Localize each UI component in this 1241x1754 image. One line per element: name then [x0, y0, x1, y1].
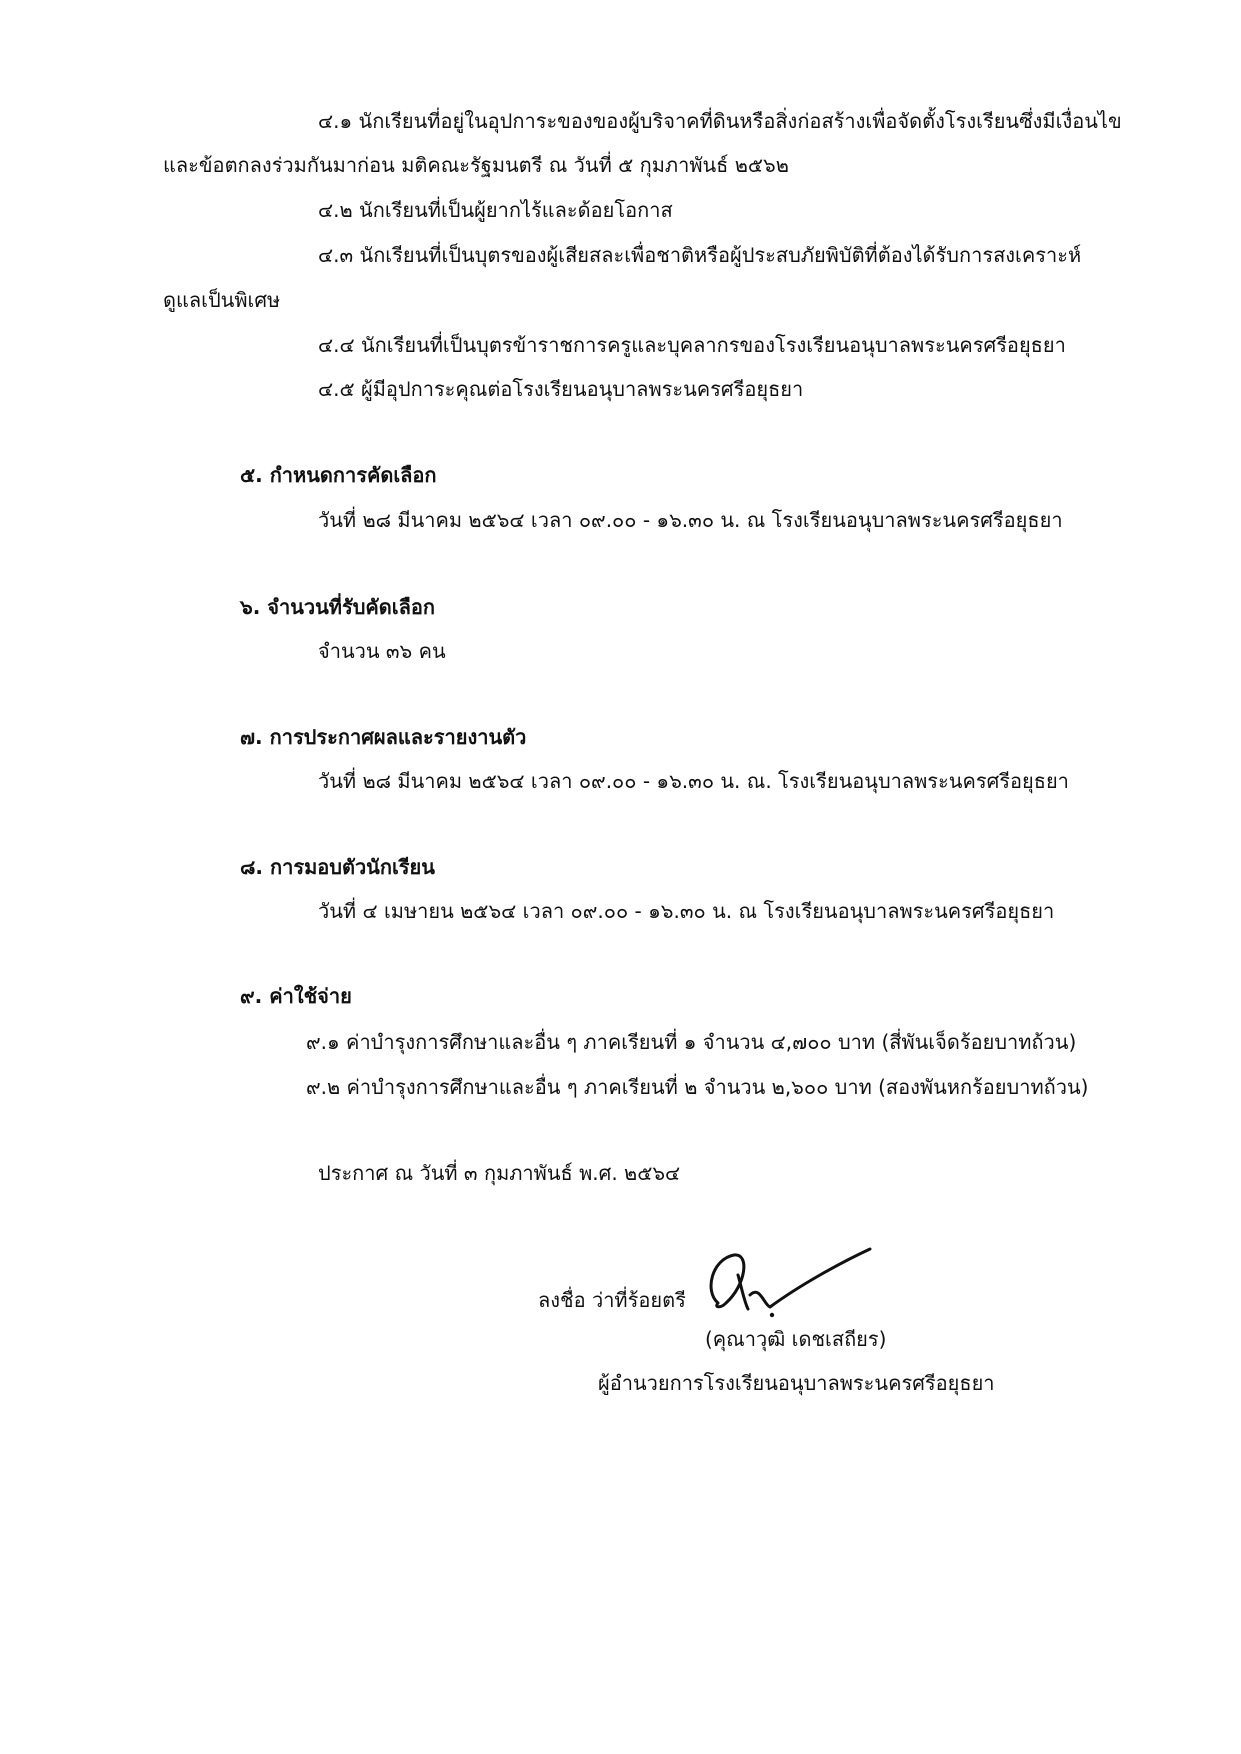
section-5-heading: ๕. กำหนดการคัดเลือก [240, 463, 437, 487]
section-8-heading: ๘. การมอบตัวนักเรียน [240, 855, 435, 879]
section-9-heading: ๙. ค่าใช้จ่าย [240, 984, 352, 1008]
section-5-text: วันที่ ๒๘ มีนาคม ๒๕๖๔ เวลา ๐๙.๐๐ - ๑๖.๓๐ น. ณ โรงเรียนอนุบาลพระนครศรีอยุธยา [318, 508, 1063, 532]
item-4-3-line1: ๔.๓ นักเรียนที่เป็นบุตรของผู้เสียสละเพื่อชาติหรือผู้ประสบภัยพิบัติที่ต้องได้รับการสงเคราะห์ [318, 243, 1082, 267]
signed-label: ลงชื่อ ว่าที่ร้อยตรี [538, 1288, 686, 1312]
signatory-name: (คุณาวุฒิ เดชเสถียร) [705, 1327, 887, 1351]
section-7-text: วันที่ ๒๘ มีนาคม ๒๕๖๔ เวลา ๐๙.๐๐ - ๑๖.๓๐ น. ณ. โรงเรียนอนุบาลพระนครศรีอยุธยา [318, 769, 1069, 793]
section-6-text: จำนวน ๓๖ คน [318, 639, 446, 663]
item-4-3-line2: ดูแลเป็นพิเศษ [163, 288, 281, 312]
signatory-position: ผู้อำนวยการโรงเรียนอนุบาลพระนครศรีอยุธยา [598, 1371, 995, 1395]
item-4-1-line2: และข้อตกลงร่วมกันมาก่อน มติคณะรัฐมนตรี ณ วันที่ ๕ กุมภาพันธ์ ๒๕๖๒ [163, 153, 789, 177]
item-4-2: ๔.๒ นักเรียนที่เป็นผู้ยากไร้และด้อยโอกาส [318, 198, 673, 222]
signature-mark [690, 1245, 900, 1325]
announcement-date: ประกาศ ณ วันที่ ๓ กุมภาพันธ์ พ.ศ. ๒๕๖๔ [318, 1161, 681, 1185]
item-4-4: ๔.๔ นักเรียนที่เป็นบุตรข้าราชการครูและบุคลากรของโรงเรียนอนุบาลพระนครศรีอยุธยา [318, 333, 1066, 357]
item-4-5: ๔.๕ ผู้มีอุปการะคุณต่อโรงเรียนอนุบาลพระนครศรีอยุธยา [318, 377, 804, 401]
section-8-text: วันที่ ๔ เมษายน ๒๕๖๔ เวลา ๐๙.๐๐ - ๑๖.๓๐ น. ณ โรงเรียนอนุบาลพระนครศรีอยุธยา [318, 899, 1055, 923]
item-4-1-line1: ๔.๑ นักเรียนที่อยู่ในอุปการะของของผู้บริจาคที่ดินหรือสิ่งก่อสร้างเพื่อจัดตั้งโรงเรียนซึ่งมีเงื่อนไข [318, 109, 1122, 133]
item-9-2: ๙.๒ ค่าบำรุงการศึกษาและอื่น ๆ ภาคเรียนที่ ๒ จำนวน ๒,๖๐๐ บาท (สองพันหกร้อยบาทถ้วน) [306, 1075, 1089, 1099]
section-7-heading: ๗. การประกาศผลและรายงานตัว [240, 725, 527, 749]
section-6-heading: ๖. จำนวนที่รับคัดเลือก [240, 595, 435, 619]
item-9-1: ๙.๑ ค่าบำรุงการศึกษาและอื่น ๆ ภาคเรียนที่ ๑ จำนวน ๔,๗๐๐ บาท (สี่พันเจ็ดร้อยบาทถ้วน) [306, 1030, 1077, 1054]
